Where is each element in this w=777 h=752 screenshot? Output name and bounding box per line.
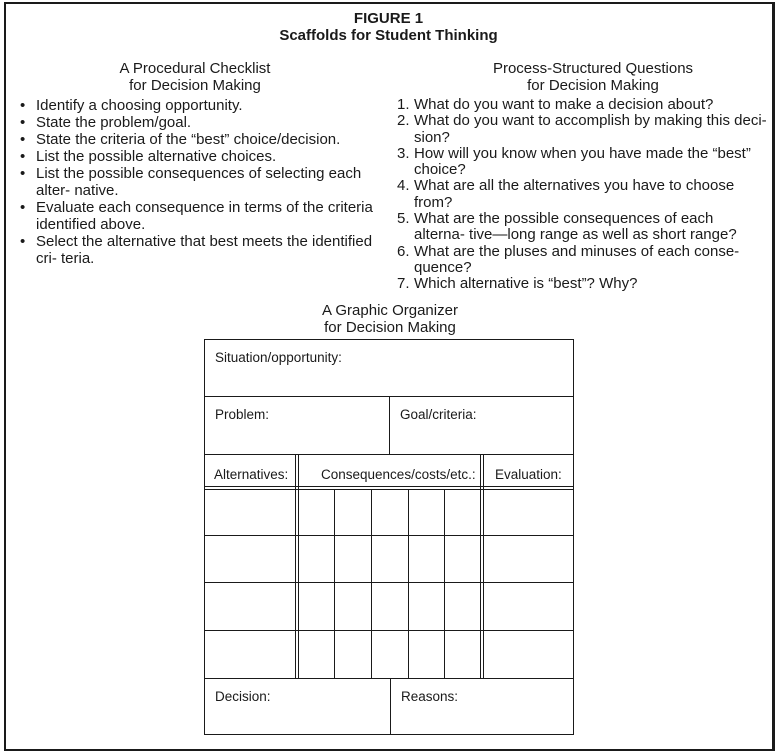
figure-title: Scaffolds for Student Thinking [279, 27, 498, 44]
consequences-label: Consequences/costs/etc.: [321, 467, 476, 482]
goal-cell[interactable] [389, 396, 574, 455]
bullet-icon: • [20, 165, 26, 182]
bullet-icon: • [20, 131, 26, 148]
bullet-icon: • [20, 199, 26, 216]
evaluation-divider [480, 454, 484, 679]
question-item: 5. What are the possible consequences of each alterna- tive—long range as well as short range? [397, 210, 737, 244]
situation-cell[interactable] [204, 339, 574, 397]
bullet-icon: • [20, 148, 26, 165]
alternatives-label: Alternatives: [214, 467, 289, 482]
figure-label: FIGURE 1 [353, 10, 424, 27]
checklist-title-line1: A Procedural Checklist [119, 60, 271, 77]
checklist-title [90, 60, 300, 94]
questions-title-line1: Process-Structured Questions [492, 60, 694, 77]
situation-label: Situation/opportunity: [215, 350, 342, 365]
consequence-column-divider [371, 489, 372, 679]
consequence-column-divider [334, 489, 335, 679]
question-item: 3. How will you know when you have made the “best” choice? [397, 144, 751, 179]
alternative-row-divider [204, 630, 574, 631]
checklist-title-line2: for Decision Making [129, 77, 261, 94]
questions-title [458, 60, 728, 94]
alternative-row-divider [204, 535, 574, 536]
question-item: 6. What are the pluses and minuses of each conse- quence? [397, 242, 740, 276]
problem-label: Problem: [215, 407, 270, 422]
questions-title-line2: for Decision Making [527, 77, 659, 94]
checklist-item: • List the possible alternative choices. [20, 148, 277, 165]
organizer-title-line2: for Decision Making [324, 319, 456, 336]
bullet-icon: • [20, 233, 26, 250]
question-item: 4. What are all the alternatives you have to choose from? [397, 177, 735, 211]
bullet-icon: • [20, 114, 26, 131]
checklist-item: • Identify a choosing opportunity. [20, 97, 243, 114]
checklist-item: • State the criteria of the “best” choice/decision. [20, 131, 341, 148]
checklist-item: • State the problem/goal. [20, 114, 192, 131]
checklist-item: • List the possible consequences of selecting each alter- native. [20, 165, 362, 199]
decision-label: Decision: [215, 689, 271, 704]
checklist-item: • Evaluate each consequence in terms of the criteria identified above. [20, 199, 373, 233]
goal-label: Goal/criteria: [400, 407, 477, 422]
alternatives-divider [295, 454, 299, 679]
decision-cell[interactable] [204, 678, 391, 735]
evaluation-label: Evaluation: [495, 467, 562, 482]
reasons-cell[interactable] [390, 678, 574, 735]
alternative-row-divider [204, 582, 574, 583]
header-divider [204, 486, 574, 490]
organizer-title [240, 302, 540, 336]
reasons-label: Reasons: [401, 689, 459, 704]
consequence-column-divider [444, 489, 445, 679]
consequence-column-divider [408, 489, 409, 679]
problem-cell[interactable] [204, 396, 390, 455]
process-questions [397, 97, 767, 293]
checklist-item: • Select the alternative that best meets the identified cri- teria. [20, 233, 373, 267]
bullet-icon: • [20, 97, 26, 114]
question-item: 1. What do you want to make a decision about? [397, 96, 714, 113]
organizer-title-line1: A Graphic Organizer [322, 302, 458, 319]
procedural-checklist [20, 97, 390, 267]
question-item: 7. Which alternative is “best”? Why? [397, 275, 638, 293]
question-item: 2. What do you want to accomplish by making this deci- sion? [397, 112, 767, 146]
